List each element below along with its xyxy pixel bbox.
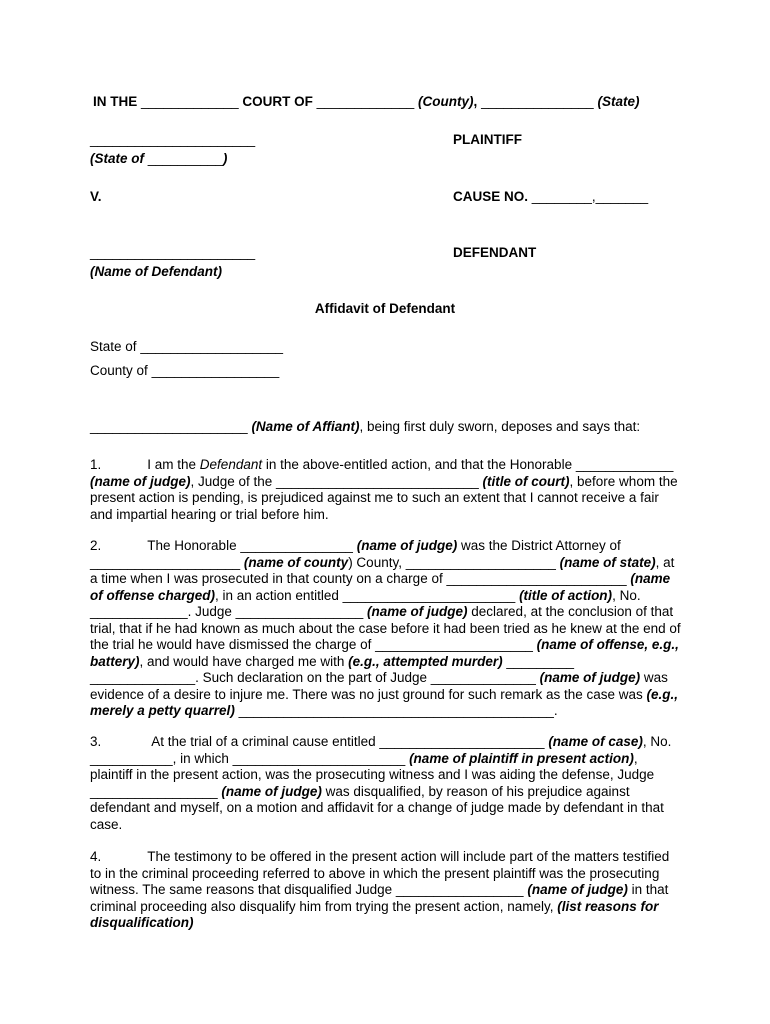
affiant-line xyxy=(90,419,640,436)
defendant-label: DEFENDANT xyxy=(453,245,537,260)
affiant-blank: _____________________ xyxy=(90,419,248,434)
versus-label: V. xyxy=(90,189,102,204)
header-court-blank: _____________ xyxy=(141,94,239,109)
paragraph-number: 4. xyxy=(90,849,102,864)
paragraph-number: 2. xyxy=(90,538,102,553)
paragraph-number: 1. xyxy=(90,457,102,472)
header-court-of: COURT OF xyxy=(242,94,313,109)
header-in-the: IN THE xyxy=(93,94,138,109)
venue-state xyxy=(90,339,283,356)
court-header xyxy=(93,94,639,111)
plaintiff-state-line xyxy=(90,151,227,168)
paragraph-2: 2. The Honorable _______________ (name of judge) was the District Attorney of ____________________ (name of county) County, ____________________ (name of state), at a time when I was prosecuted in that county on a charge of ________________________ (name of offense charged), in an action entitled _______________________ (title of action), No. _____________. Judge _________________ (name of judge) declared, at the conclusion of that trial, that if he had known as much about the case before it had been tried as he knew at the end of the trial he would have dismissed the charge of _____________________ (name of offense, e.g., battery), and would have charged me with (e.g., attempted murder) _________ ______________. Such declaration on the part of Judge ______________ (name of judge) was evidence of a desire to injure me. There was no just ground for such remark as the case was (e.g., merely a petty quarrel) __________________________________________. xyxy=(90,538,681,718)
plaintiff-state-blank: __________ xyxy=(147,151,223,166)
paragraph-1: 1. I am the Defendant in the above-entitled action, and that the Honorable _____________ (name of judge), Judge of the ___________________________ (title of court), before whom the present action is pending, is prejudiced against me to such an extent that I cannot receive a fair and impartial hearing or trial before him. xyxy=(90,457,678,522)
venue-county xyxy=(90,363,279,380)
header-county: (County) xyxy=(418,94,474,109)
header-state: (State) xyxy=(597,94,640,109)
affiant-name: (Name of Affiant) xyxy=(251,419,360,434)
defendant-name-caption: (Name of Defendant) xyxy=(90,264,223,279)
defendant-name-blank: ______________________ xyxy=(90,245,256,260)
paragraph-3: 3. At the trial of a criminal cause entitled ______________________ (name of case), No. ___________, in which _______________________ (name of plaintiff in present action), plaintiff in the present action, was the prosecuting witness and I was aiding the defense, Judge _________________ (name of judge) was disqualified, by reason of his prejudice against defendant and myself, on a motion and affidavit for a change of judge made by defendant in that case. xyxy=(90,734,672,832)
venue-county-blank: _________________ xyxy=(151,363,280,378)
venue-state-blank: ___________________ xyxy=(140,339,283,354)
document-title: Affidavit of Defendant xyxy=(314,301,456,316)
paragraph-4: 4. The testimony to be offered in the present action will include part of the matters testified to in the criminal proceeding referred to above in which the present plaintiff was the prosecuting witness. The same reasons that disqualified Judge _________________ (name of judge) in that criminal proceeding also disqualify him from trying the present action, namely, (list reasons for disqualification) xyxy=(90,849,670,930)
venue-state-label: State of xyxy=(90,339,137,354)
plaintiff-state-of: (State of xyxy=(90,151,144,166)
affiant-text: , being first duly sworn, deposes and says that: xyxy=(359,419,641,434)
header-county-blank: _____________ xyxy=(316,94,415,109)
cause-number-blank: ________,_______ xyxy=(531,189,649,204)
venue-county-label: County of xyxy=(90,363,148,378)
plaintiff-state-close: ) xyxy=(222,151,228,166)
plaintiff-label: PLAINTIFF xyxy=(453,132,522,147)
header-state-blank: _______________ xyxy=(481,94,594,109)
cause-number-label: CAUSE NO. xyxy=(453,189,529,204)
header-comma: , xyxy=(473,94,478,109)
paragraph-number: 3. xyxy=(90,734,102,749)
cause-number xyxy=(453,189,648,206)
plaintiff-name-blank: ______________________ xyxy=(90,132,256,147)
